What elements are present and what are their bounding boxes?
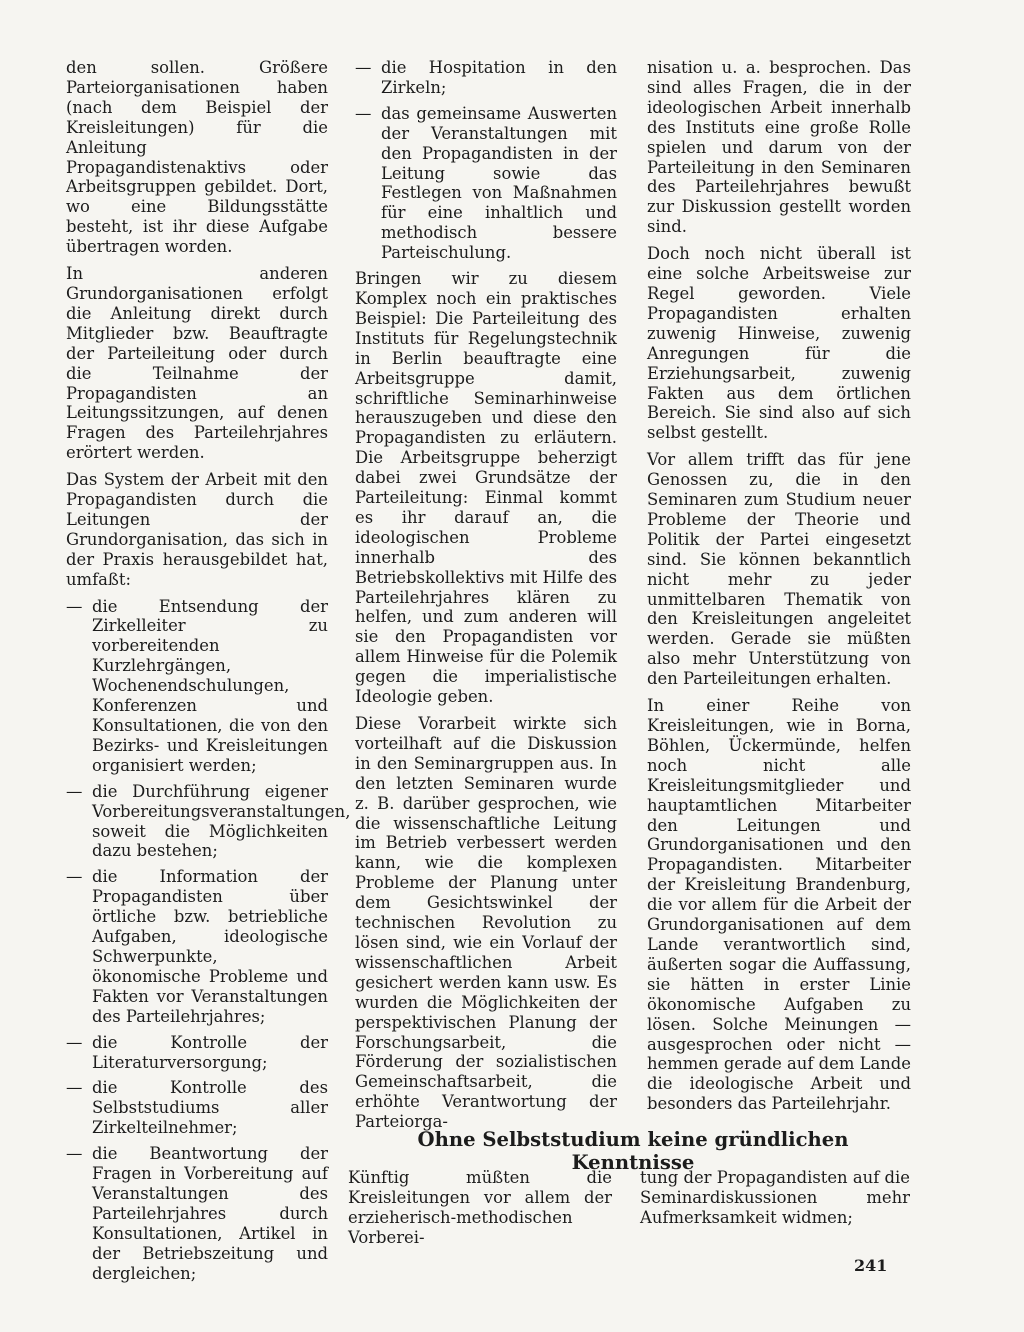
list-item: — die Kontrolle des Selbststudiums aller Zirkelteilnehmer;: [66, 1078, 328, 1138]
list-item: — die Hospitation in den Zirkeln;: [355, 58, 617, 98]
paragraph: nisation u. a. besprochen. Das sind alles Fragen, die in der ideologischen Arbeit innerhalb des Instituts eine große Rolle spielen und darum von der Parteileitung in den Seminaren des Parteilehrjahres bewußt zur Diskussion gestellt worden sind.: [647, 58, 911, 237]
list-item: — die Beantwortung der Fragen in Vorbereitung auf Veranstaltungen des Parteilehrjahres durch Konsultationen, Artikel in der Betriebszeitung und dergleichen;: [66, 1144, 328, 1283]
paragraph: Doch noch nicht überall ist eine solche Arbeitsweise zur Regel geworden. Viele Propagandisten erhalten zuwenig Hinweise, zuwenig Anregungen für die Erziehungsarbeit, zuwenig Fakten aus dem örtlichen Bereich. Sie sind also auf sich selbst gestellt.: [647, 244, 911, 443]
column-2: [355, 58, 617, 1139]
column-1: [66, 58, 351, 1289]
bottom-paragraph-left: Künftig müßten die Kreisleitungen vor allem der erzieherisch-methodischen Vorberei-: [348, 1168, 612, 1247]
list-item: — die Entsendung der Zirkelleiter zu vorbereitenden Kurzlehrgängen, Wochenendschulungen, Konferenzen und Konsultationen, die von den Bezirks- und Kreisleitungen organisiert werden;: [66, 597, 328, 776]
bottom-paragraph-right: tung der Propagandisten auf die Seminardiskussionen mehr Aufmerksamkeit widmen;: [640, 1168, 910, 1227]
bullet-list: [355, 58, 617, 263]
paragraph: Diese Vorarbeit wirkte sich vorteilhaft auf die Diskussion in den Seminargruppen aus. In den letzten Seminaren wurde z. B. darüber gesprochen, wie die wissenschaftliche Leitung im Betrieb verbessert werden kann, wie die komplexen Probleme der Planung unter dem Gesichtswinkel der technischen Revolution zu lösen sind, wie ein Vorlauf der wissenschaftlichen Arbeit gesichert werden kann usw. Es wurden die Möglichkeiten der perspektivischen Planung der Forschungsarbeit, die Förderung der sozialistischen Gemeinschaftsarbeit, die erhöhte Verantwortung der Parteiorga-: [355, 714, 617, 1132]
paragraph: Bringen wir zu diesem Komplex noch ein praktisches Beispiel: Die Parteileitung des Instituts für Regelungstechnik in Berlin beauftragte eine Arbeitsgruppe damit, schriftliche Seminarhinweise herauszugeben und diese den Propagandisten zu erläutern. Die Arbeitsgruppe beherzigt dabei zwei Grundsätze der Parteileitung: Einmal kommt es ihr darauf an, die ideologischen Probleme innerhalb des Betriebskollektivs mit Hilfe des Parteilehrjahres klären zu helfen, und zum anderen will sie den Propagandisten vor allem Hinweise für die Polemik gegen die imperialistische Ideologie geben.: [355, 269, 617, 707]
paragraph: Das System der Arbeit mit den Propagandisten durch die Leitungen der Grundorganisation, das sich in der Praxis herausgebildet hat, umfaßt:: [66, 470, 328, 589]
paragraph: In einer Reihe von Kreisleitungen, wie in Borna, Böhlen, Ückermünde, helfen noch nicht alle Kreisleitungsmitglieder und hauptamtlichen Mitarbeiter den Leitungen und Grundorganisationen und den Propagandisten. Mitarbeiter der Kreisleitung Brandenburg, die vor allem für die Arbeit der Grundorganisationen auf dem Lande verantwortlich sind, äußerten sogar die Auffassung, sie hätten in erster Linie ökonomische Aufgaben zu lösen. Solche Meinungen — ausgesprochen oder nicht — hemmen gerade auf dem Lande die ideologische Arbeit und besonders das Parteilehrjahr.: [647, 696, 911, 1114]
paragraph: den sollen. Größere Parteiorganisationen haben (nach dem Beispiel der Kreisleitungen) für die Anleitung Propagandistenaktivs oder Arbeitsgruppen gebildet. Dort, wo eine Bildungsstätte besteht, ist ihr diese Aufgabe übertragen worden.: [66, 58, 328, 257]
bullet-list: [66, 596, 351, 1284]
list-item: — die Durchführung eigener Vorbereitungsveranstaltungen, soweit die Möglichkeiten dazu bestehen;: [66, 782, 328, 862]
list-item: — das gemeinsame Auswerten der Veranstaltungen mit den Propagandisten in der Leitung sowie das Festlegen von Maßnahmen für eine inhaltlich und methodisch bessere Parteischulung.: [355, 104, 617, 263]
paragraph: In anderen Grundorganisationen erfolgt die Anleitung direkt durch Mitglieder bzw. Beauftragte der Parteileitung oder durch die Teilnahme der Propagandisten an Leitungssitzungen, auf denen Fragen des Parteilehrjahres erörtert werden.: [66, 264, 328, 463]
paragraph: Vor allem trifft das für jene Genossen zu, die in den Seminaren zum Studium neuer Probleme der Theorie und Politik der Partei eingesetzt sind. Sie können bekanntlich nicht mehr zu jeder unmittelbaren Thematik von den Kreisleitungen angeleitet werden. Gerade sie müßten also mehr Unterstützung von den Parteileitungen erhalten.: [647, 450, 911, 689]
page-number: 241: [854, 1256, 888, 1275]
section-heading: Ohne Selbststudium keine gründlichen Kenntnisse: [417, 1128, 849, 1174]
list-item: — die Information der Propagandisten über örtliche bzw. betriebliche Aufgaben, ideologische Schwerpunkte, ökonomische Probleme und Fakten vor Veranstaltungen des Parteilehrjahres;: [66, 867, 328, 1026]
column-3: [647, 58, 911, 1121]
list-item: — die Kontrolle der Literaturversorgung;: [66, 1033, 328, 1073]
